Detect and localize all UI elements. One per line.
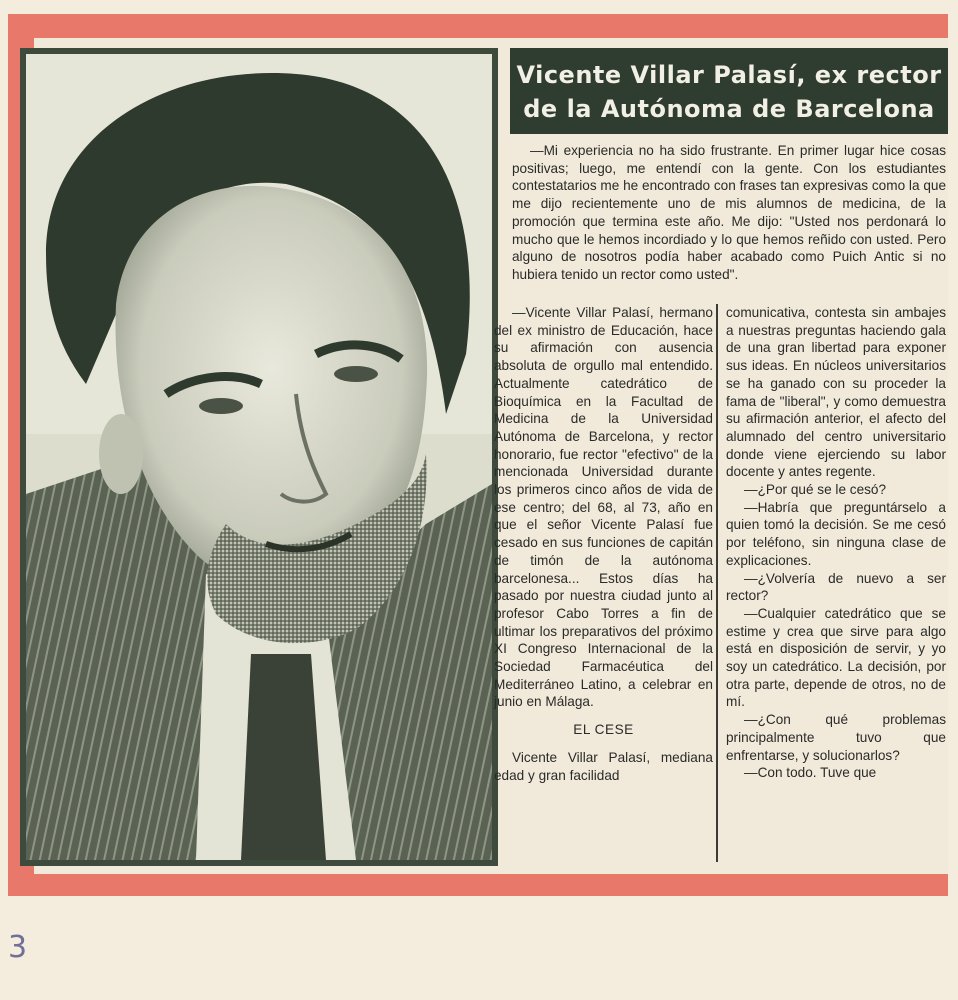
- answer-1: —Habría que preguntárselo a quien tomó la decisión. Se me cesó por teléfono, sin ninguna clase de explicaciones.: [726, 499, 946, 568]
- question-1: —¿Por qué se le cesó?: [744, 482, 887, 498]
- column-divider: [716, 304, 718, 862]
- paper-bottom-margin: [0, 896, 958, 1000]
- answer-3: —Con todo. Tuve que: [744, 765, 877, 781]
- column-1-paragraph-2: Vicente Villar Palasí, mediana edad y gran facilidad: [494, 749, 713, 783]
- article-column-2: [726, 304, 946, 782]
- column-2-paragraph-1: comunicativa, contesta sin ambajes a nuestras preguntas haciendo gala de una gran libertad para exponer sus ideas. En núcleos universitarios se ha ganado con su proceder la fama de "liberal", y como demuestra su afirmación anterior, el afecto del alumnado del centro universitario donde viene ejerciendo su labor docente y antes regente.: [726, 305, 946, 480]
- column-1-paragraph-1: —Vicente Villar Palasí, hermano del ex ministro de Educación, hace su afirmación con ausencia absoluta de orgullo mal entendido. Actualmente catedrático de Bioquímica en la Facultad de Medicina de la Universidad Autónoma de Barcelona, y rector honorario, fue rector "efectivo" de la mencionada Universidad durante los primeros cinco años de vida de ese centro; del 68, al 73, año en que el señor Vicente Palasí fue cesado en sus funciones de capitán de timón de la autónoma barcelonesa... Estos días ha pasado por nuestra ciudad junto al profesor Cabo Torres a fin de ultimar los preparativos del próximo XI Congreso Internacional de la Sociedad Farmacéutica del Mediterráneo Latino, a celebrar en junio en Málaga.: [494, 305, 713, 710]
- portrait-illustration: [26, 54, 492, 860]
- article-intro: [512, 142, 946, 284]
- question-3: —¿Con qué problemas principalmente tuvo que enfrentarse, y solucionarlos?: [726, 712, 946, 763]
- article-column-1: [494, 304, 713, 784]
- article-headline: [510, 48, 948, 134]
- page-number: 3: [8, 930, 28, 965]
- section-subhead: EL CESE: [573, 722, 634, 738]
- intro-paragraph: —Mi experiencia no ha sido frustrante. En primer lugar hice cosas positivas; luego, me entendí con la gente. Con los estudiantes contestatarios me he encontrado con frases tan expresivas como la que me dijo recientemente uno de mis alumnos de medicina, de la promoción que termina este año. Me dijo: "Usted nos perdonará lo mucho que le hemos incordiado y lo que hemos reñido con usted. Pero alguno de nosotros podía haber acabado como Puich Antic si no hubiera tenido un rector como usted".: [512, 143, 946, 282]
- answer-2: —Cualquier catedrático que se estime y crea que sirve para algo está en disposición de servir, y yo soy un catedrático. La decisión, por otra parte, depende de otros, no de mí.: [726, 605, 946, 710]
- question-2: —¿Volvería de nuevo a ser rector?: [726, 570, 946, 604]
- headline-line-2: de la Autónoma de Barcelona: [523, 95, 935, 123]
- headline-line-1: Vicente Villar Palasí, ex rector: [516, 61, 942, 89]
- portrait-photo: [20, 48, 498, 866]
